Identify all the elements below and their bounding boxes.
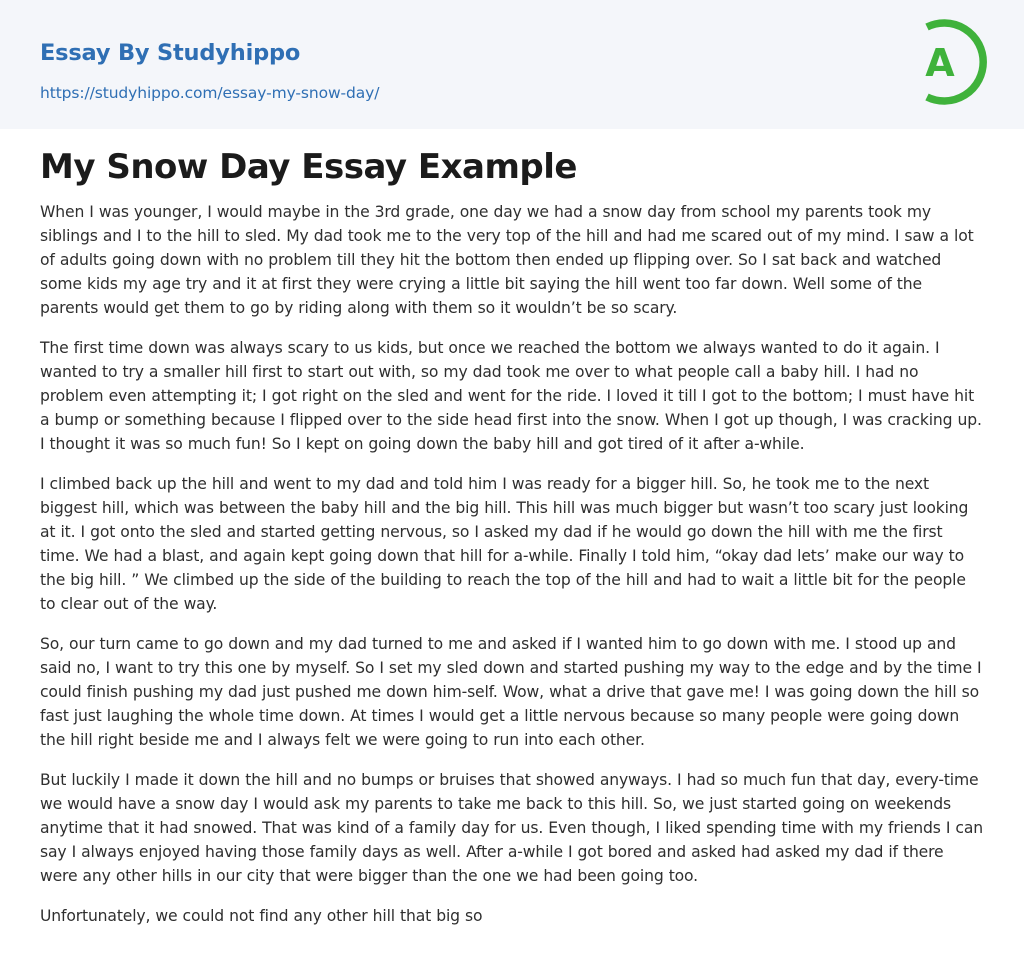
essay-paragraph: When I was younger, I would maybe in the 3rd grade, one day we had a snow day from school my parents took my siblings and I to the hill to sled. My dad took me to the very top of the hill and had me scared out of my mind. I saw a lot of adults going down with no problem till they hit the bottom then ended up flipping over. So I sat back and watched some kids my age try and it at first they were crying a little bit saying the hill went too far down. Well some of the parents would get them to go by riding along with them so it wouldn’t be so scary. <box>40 203 974 317</box>
essay-content <box>0 129 1024 928</box>
site-header <box>0 0 1024 129</box>
essay-paragraph: But luckily I made it down the hill and no bumps or bruises that showed anyways. I had so much fun that day, every-time we would have a snow day I would ask my parents to take me back to this hill. So, we just started going on weekends anytime that it had snowed. That was kind of a family day for us. Even though, I liked spending time with my friends I can say I always enjoyed having those family days as well. After a-while I got bored and asked had asked my dad if there were any other hills in our city that were bigger than the one we had been going too. <box>40 771 983 885</box>
logo-letter: A <box>925 41 955 85</box>
source-url-link[interactable]: https://studyhippo.com/essay-my-snow-day/ <box>40 84 380 102</box>
essay-paragraph: I climbed back up the hill and went to my dad and told him I was ready for a bigger hill. So, he took me to the next biggest hill, which was between the baby hill and the big hill. This hill was much bigger but wasn’t too scary just looking at it. I got onto the sled and started getting nervous, so I asked my dad if he would go down the hill with me the first time. We had a blast, and again kept going down that hill for a-while. Finally I told him, “okay dad lets’ make our way to the big hill. ” We climbed up the side of the building to reach the top of the hill and had to wait a little bit for the people to clear out of the way. <box>40 475 969 613</box>
essay-paragraph: Unfortunately, we could not find any other hill that big so <box>40 907 483 925</box>
studyhippo-logo-icon[interactable] <box>910 18 990 108</box>
essay-paragraph: The first time down was always scary to us kids, but once we reached the bottom we always wanted to do it again. I wanted to try a smaller hill first to start out with, so my dad took me over to what people call a baby hill. I had no problem even attempting it; I got right on the sled and went for the ride. I loved it till I got to the bottom; I must have hit a bump or something because I flipped over to the side head first into the snow. When I got up though, I was cracking up. I thought it was so much fun! So I kept on going down the baby hill and got tired of it after a-while. <box>40 339 982 453</box>
essay-title: My Snow Day Essay Example <box>40 147 577 187</box>
essay-paragraph: So, our turn came to go down and my dad turned to me and asked if I wanted him to go down with me. I stood up and said no, I want to try this one by myself. So I set my sled down and started pushing my way to the edge and by the time I could finish pushing my dad just pushed me down him-self. Wow, what a drive that gave me! I was going down the hill so fast just laughing the whole time down. At times I would get a little nervous because so many people were going down the hill right beside me and I always felt we were going to run into each other. <box>40 635 982 749</box>
site-name[interactable]: Essay By Studyhippo <box>40 40 301 66</box>
